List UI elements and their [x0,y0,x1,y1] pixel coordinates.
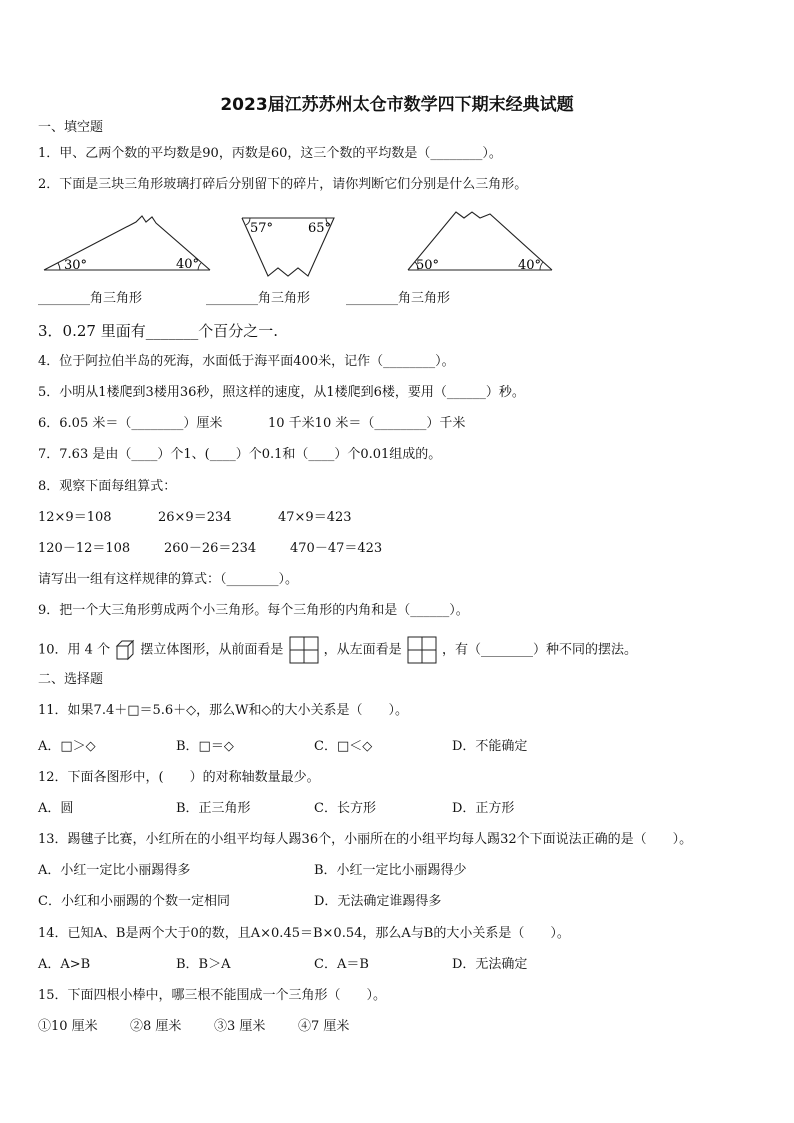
triangle-fragment-2 [236,214,340,280]
question-1: 1．甲、乙两个数的平均数是90，丙数是60，这三个数的平均数是（________）。 [38,146,502,161]
q13-option-c: C．小红和小丽踢的个数一定相同 [38,894,230,909]
fragment-1-left-angle: 30° [64,258,88,273]
q11-option-b: B．□＝◇ [176,739,234,754]
question-10-part3: ，从左面看是 [323,642,402,658]
question-3: 3．0.27 里面有_______个百分之一. [38,322,278,340]
q13-option-d: D．无法确定谁踢得多 [314,894,442,909]
answer-blank-triangle-1: ________角三角形 [38,291,143,306]
q15-option-1: ①10 厘米 [38,1019,98,1034]
question-7: 7．7.63 是由（____）个1、(____）个0.1和（____）个0.01组成的。 [38,447,442,462]
question-12: 12．下面各图形中，( ）的对称轴数量最少。 [38,770,320,785]
question-2: 2．下面是三块三角形玻璃打碎后分别留下的碎片，请你判断它们分别是什么三角形。 [38,177,528,192]
q11-option-d: D．不能确定 [452,739,528,754]
q11-option-a: A．□＞◇ [38,739,96,754]
q11-option-c: C．□＜◇ [314,739,373,754]
question-6a: 6．6.05 米＝（________）厘米 [38,416,223,431]
equation-row2-3: 470－47＝423 [290,541,383,556]
question-10-part2: 摆立体图形，从前面看是 [140,642,284,658]
question-10 [38,636,637,664]
question-10-part4: ，有（________）种不同的摆法。 [441,642,637,658]
q12-option-d: D．正方形 [452,801,515,816]
q15-option-3: ③3 厘米 [214,1019,266,1034]
section-heading-choice: 二、选择题 [38,672,104,687]
q12-option-c: C．长方形 [314,801,376,816]
q12-option-a: A．圆 [38,801,74,816]
equation-row2-2: 260－26＝234 [164,541,257,556]
question-6b: 10 千米10 米＝（________）千米 [268,416,466,431]
question-8: 8．观察下面每组算式： [38,479,177,494]
question-9: 9．把一个大三角形剪成两个小三角形。每个三角形的内角和是（______）。 [38,603,469,618]
q14-option-a: A．A>B [38,957,91,972]
section-heading-fill-in: 一、填空题 [38,120,104,135]
equation-row2-1: 120－12＝108 [38,541,131,556]
q15-option-4: ④7 厘米 [298,1019,350,1034]
question-13: 13．踢毽子比赛，小红所在的小组平均每人踢36个，小丽所在的小组平均每人踢32个下面说法正确的是（ ）。 [38,832,693,847]
question-15: 15．下面四根小棒中，哪三根不能围成一个三角形（ ）。 [38,988,387,1003]
equation-row1-3: 47×9＝423 [278,510,352,525]
fragment-3-right-angle: 40° [518,258,542,273]
question-10-part1: 10．用 4 个 [38,642,111,658]
fragment-1-right-angle: 40° [176,257,200,272]
q13-option-a: A．小红一定比小丽踢得多 [38,863,191,878]
question-4: 4．位于阿拉伯半岛的死海，水面低于海平面400米，记作（________）。 [38,354,455,369]
q14-option-d: D．无法确定 [452,957,528,972]
fragment-2-right-angle: 65° [308,221,332,236]
front-view-icon [289,636,319,664]
q12-option-b: B．正三角形 [176,801,251,816]
question-11: 11．如果7.4＋□＝5.6＋◇，那么W和◇的大小关系是（ ）。 [38,703,409,718]
question-5: 5．小明从1楼爬到3楼用36秒，照这样的速度，从1楼爬到6楼，要用（______）秒。 [38,385,525,400]
equation-row1-1: 12×9＝108 [38,510,112,525]
fragment-3-left-angle: 50° [416,258,440,273]
equation-row1-2: 26×9＝234 [158,510,232,525]
left-view-icon [407,636,437,664]
q14-option-b: B．B＞A [176,957,231,972]
q15-option-2: ②8 厘米 [130,1019,182,1034]
answer-blank-triangle-2: ________角三角形 [206,291,311,306]
q13-option-b: B．小红一定比小丽踢得少 [314,863,467,878]
question-8-ask: 请写出一组有这样规律的算式：（________）。 [38,572,299,587]
triangle-fragment-3 [404,208,556,274]
answer-blank-triangle-3: ________角三角形 [346,291,451,306]
q14-option-c: C．A＝B [314,957,369,972]
question-14: 14．已知A、B是两个大于0的数，且A×0.45＝B×0.54，那么A与B的大小关系是（ ）。 [38,926,570,941]
triangle-fragment-1 [38,212,218,274]
cube-icon [115,639,135,661]
page-title: 2023届江苏苏州太仓市数学四下期末经典试题 [220,95,574,115]
fragment-2-left-angle: 57° [250,221,274,236]
